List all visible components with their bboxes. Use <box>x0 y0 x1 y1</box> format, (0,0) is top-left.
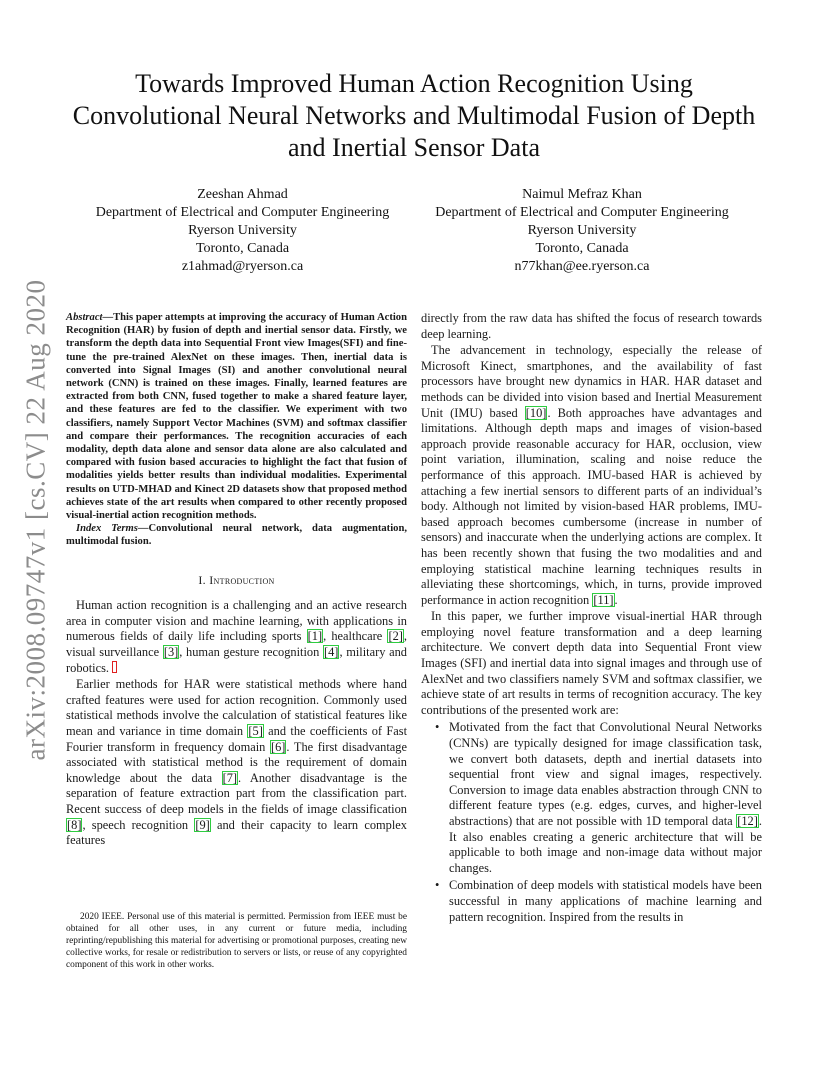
arxiv-side-stamp: arXiv:2008.09747v1 [cs.CV] 22 Aug 2020 <box>20 279 51 761</box>
citation-link[interactable]: [3] <box>163 645 179 660</box>
copyright-footnote: 2020 IEEE. Personal use of this material is permitted. Permission from IEEE must be obtained for all other uses, in any current or future media, including reprinting/republishing this material for advertising or promotional purposes, creating new collective works, for resale or redistribution to servers or lists, or reuse of any copyrighted component of this work in other works. <box>66 912 407 970</box>
intro-paragraph-1 <box>66 598 407 676</box>
text-run: , speech recognition <box>82 817 195 832</box>
citation-link[interactable]: [2] <box>388 629 403 644</box>
author-email: n77khan@ee.ryerson.ca <box>514 259 650 274</box>
abstract-label: Abstract <box>66 312 103 323</box>
author-name: Zeeshan Ahmad <box>197 187 288 202</box>
text-run: . Another disadvantage is the separation of feature extraction part from the classification part. Recent success of deep models in the fields of image classification <box>66 770 407 816</box>
index-terms-text: —Convolutional neural network, data augmentation, multimodal fusion. <box>66 523 407 548</box>
author-location: Toronto, Canada <box>195 241 290 256</box>
text-run: . Both approaches have advantages and limitations. Although depth maps and images of vision-based approach provide reasonable accuracy for HAR, occlusion, view point variation, illumination, scaling and noise reduce the performance of this approach. IMU-based HAR is achieved by attaching a few inertial sensors to different parts of an individual’s body. Although not limited by vision-based HAR problems, IMU-based approach becomes cumbersome (increase in number of sensors) and inaccurate when the underlying actions are complex. It has been recently shown that fusing the two modalities and and employing statistical machine learning techniques results in alleviating these shortcomings, which, in turns, provide improved performance in action recognition <box>421 405 762 607</box>
citation-link[interactable]: [9] <box>195 817 210 832</box>
bullet-icon: • <box>435 720 440 735</box>
broken-reference-marker[interactable] <box>112 661 117 673</box>
citation-link[interactable]: [10] <box>525 405 547 420</box>
author-department: Department of Electrical and Computer Engineering <box>95 205 390 220</box>
text-run: and the coefficients of Fast Fourier transform in frequency domain <box>66 724 408 754</box>
index-terms-label: Index Terms <box>76 523 138 535</box>
text-run: , human gesture recognition <box>179 645 323 660</box>
text-run: The advancement in technology, especially the release of Microsoft Kinect, smartphones, and the availability of fast processors have brought new dynamics in HAR. HAR dataset and methods can be divided into vision based and Inertial Measurement Unit (IMU) based <box>421 343 762 420</box>
paper-title: Towards Improved Human Action Recognition Using Convolutional Neural Networks and Multimodal Fusion of Depth and Inertial Sensor Data <box>72 69 756 162</box>
section-heading-introduction: I. Introduction <box>198 572 275 587</box>
right-paragraph-2: In this paper, we further improve visual-inertial HAR through employing novel feature transformation and a deep learning architecture. We convert depth data into Sequential Front view Images (SFI) and inertial data into signal images and through use of AlexNet and two classifiers namely SVM and softmax classifier, we achieve state of art results in terms of recognition accuracy. The key contributions of the presented work are: <box>421 609 762 717</box>
citation-link[interactable]: [12] <box>737 814 758 828</box>
citation-link[interactable]: [11] <box>593 592 614 607</box>
intro-paragraph-2 <box>66 677 407 849</box>
list-item <box>421 878 762 925</box>
citation-link[interactable]: [7] <box>222 770 238 785</box>
right-paragraph-1 <box>421 343 762 608</box>
text-run: Motivated from the fact that Convolutional Neural Networks (CNNs) are typically designed for image classification task, we convert both datasets, depth and inertial datasets into sequential front view and signal images, respectively. Conversion to image data enables abstraction through CNN to different feature types (e.g. edges, curves, and higher-level abstractions) that are not possible with 1D temporal data <box>449 720 762 828</box>
text-run: Combination of deep models with statistical models have been successful in many applications of machine learning and pattern recognition. Inspired from the results in <box>449 878 762 924</box>
text-run: . The first disadvantage associated with statistical method is the requirement of domain knowledge about the data <box>66 739 407 785</box>
text-run: . It also enables creating a generic architecture that will be applicable to both image and non-image data without major changes. <box>449 814 762 875</box>
citation-link[interactable]: [1] <box>307 629 323 644</box>
text-run: Human action recognition is a challenging and an active research area in computer vision and machine learning, with applications in numerous fields of daily life including sports <box>66 598 407 644</box>
text-run: . <box>614 592 618 607</box>
citation-link[interactable]: [5] <box>248 724 263 738</box>
right-column <box>421 311 762 927</box>
text-run: , military and robotics. <box>66 645 407 675</box>
author-email: z1ahmad@ryerson.ca <box>181 259 304 274</box>
text-run: and their capacity to learn complex features <box>66 817 407 848</box>
citation-link[interactable]: [4] <box>323 645 339 660</box>
author-department: Department of Electrical and Computer Engineering <box>435 205 729 220</box>
author-location: Toronto, Canada <box>535 241 629 256</box>
author-block-2 <box>420 186 744 276</box>
author-block-1 <box>70 186 415 276</box>
index-terms <box>66 522 407 548</box>
author-university: Ryerson University <box>527 223 637 238</box>
author-university: Ryerson University <box>188 223 297 238</box>
left-column <box>66 311 407 850</box>
right-paragraph-continued: directly from the raw data has shifted the focus of research towards deep learning. <box>421 311 762 341</box>
text-run: , visual surveillance <box>66 629 408 660</box>
abstract-text: —This paper attempts at improving the accuracy of Human Action Recognition (HAR) by fusion of depth and inertial sensor data. Firstly, we transform the depth data into Sequential Front view Images(SFI) and fine-tune the pre-trained AlexNet on these images. Then, inertial data is converted into Signal Images (SI) and another convolutional neural network (CNN) is trained on these images. Finally, learned features are extracted from both CNN, fused together to make a shared feature layer, and these features are fed to the classifier. We experiment with two classifiers, namely Support Vector Machines (SVM) and softmax classifier and compare their performances. The recognition accuracies of each modality, depth data alone and sensor data alone are also calculated and compared with fusion based accuracies to highlight the fact that fusion of modalities yields better results than individual modalities. Experimental results on UTD-MHAD and Kinect 2D datasets show that proposed method achieves state of the art results when compared to other recently proposed visual-inertial action recognition methods. <box>66 312 407 522</box>
text-run: Earlier methods for HAR were statistical methods where hand crafted features were used for action recognition. Commonly used statistical methods involve the calculation of statistical features like mean and variance in time domain <box>66 677 407 738</box>
bullet-icon: • <box>435 878 440 893</box>
author-name: Naimul Mefraz Khan <box>522 187 642 202</box>
contributions-list <box>421 720 762 925</box>
abstract <box>66 311 407 522</box>
list-item <box>421 720 762 876</box>
citation-link[interactable]: [8] <box>67 817 82 832</box>
text-run: , healthcare <box>323 629 388 644</box>
citation-link[interactable]: [6] <box>270 739 286 754</box>
